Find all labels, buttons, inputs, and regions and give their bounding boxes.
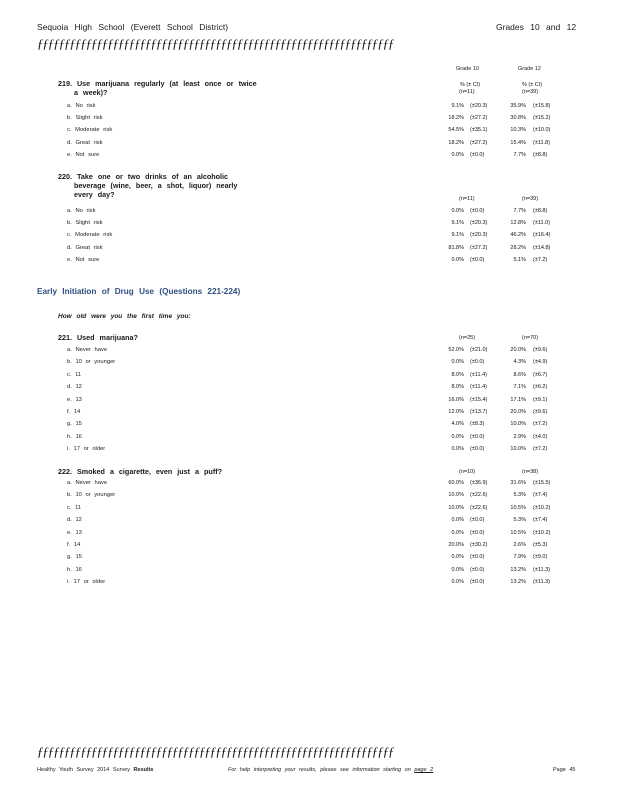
ci-grade10: (±13.7) [470, 409, 488, 415]
ci-grade10: (±0.0) [470, 517, 485, 524]
ci-grade10: (±0.0) [470, 433, 485, 440]
n-grade12: (n=38) [522, 469, 539, 475]
header-rule: ƒƒƒƒƒƒƒƒƒƒƒƒƒƒƒƒƒƒƒƒƒƒƒƒƒƒƒƒƒƒƒƒƒƒƒƒƒƒƒƒƒƒƒƒƒƒƒƒƒƒƒƒƒƒƒƒƒƒƒƒƒƒƒƒƒƒ [37, 36, 394, 51]
pct-grade12: 5.3% [513, 517, 526, 524]
response-option: e. 13 [67, 529, 82, 536]
pct-grade10: 0.0% [451, 529, 464, 536]
response-option: h. 16 [67, 566, 82, 573]
pct-grade12: 28.2% [510, 244, 526, 251]
n-grade10: (n=11) [459, 196, 475, 202]
ci-grade12: (±6.7) [533, 371, 548, 378]
pct-grade12: 4.3% [513, 359, 526, 366]
ci-grade12: (±7.2) [533, 446, 548, 453]
question-text: every day? [74, 190, 115, 199]
pct-grade12: 31.6% [510, 480, 526, 486]
response-option: d. Great risk [67, 139, 103, 146]
n-grade12: (n=39) [522, 196, 539, 202]
response-option: b. Slight risk [67, 220, 103, 227]
ci-grade12: (±11.0) [533, 220, 550, 227]
ci-grade10: (±21.0) [470, 347, 488, 353]
pct-grade10: 18.2% [448, 139, 464, 146]
pct-grade10: 4.0% [451, 421, 464, 428]
ci-grade12: (±8.8) [533, 208, 548, 214]
pct-grade12: 10.5% [510, 529, 526, 536]
question-text: 221. Used marijuana? [58, 333, 138, 342]
response-option: a. Never have [67, 480, 108, 486]
ci-grade12: (±10.2) [533, 504, 551, 511]
pct-grade12: 17.1% [510, 396, 526, 403]
ci-grade12: (±9.6) [533, 409, 548, 415]
ci-grade12: (±8.8) [533, 151, 548, 158]
response-option: a. No risk [67, 208, 96, 214]
ci-grade12: (±11.3) [533, 566, 550, 573]
page-number: Page 45 [553, 767, 576, 773]
pct-grade12: 5.1% [513, 256, 526, 263]
col-grade10: Grade 10 [456, 66, 479, 72]
pct-grade10: 9.1% [451, 103, 464, 109]
question-text: a week)? [74, 88, 108, 97]
ci-grade12: (±11.8) [533, 139, 550, 146]
question-text: 219. Use marijuana regularly (at least once or twice [58, 79, 257, 88]
pct-grade12: 7.1% [513, 384, 526, 391]
ci-grade12: (±7.4) [533, 492, 548, 499]
pct-grade10: 52.0% [448, 347, 464, 353]
ci-grade10: (±0.0) [470, 566, 485, 573]
pct-grade10: 16.0% [448, 396, 464, 403]
n-grade10: (n=10) [459, 469, 476, 475]
school-header: Sequoia High School (Everett School District) [37, 22, 229, 32]
response-option: e. Not sure [67, 151, 100, 158]
ci-grade12: (±4.9) [533, 359, 548, 366]
n-grade12: (n=70) [522, 335, 539, 341]
ci-grade10: (±27.2) [470, 139, 488, 146]
footer-help-text: For help interpreting your results, please see information starting on [228, 767, 411, 773]
pct-grade10: 9.1% [451, 220, 464, 227]
pct-grade10: 0.0% [451, 208, 464, 214]
pct-grade12: 8.6% [513, 371, 526, 378]
pct-grade10: 0.0% [451, 579, 464, 586]
pct-grade10: 0.0% [451, 446, 464, 453]
ci-grade10: (±0.0) [470, 359, 485, 366]
response-option: a. Never have [67, 347, 108, 353]
response-option: e. Not sure [67, 256, 100, 263]
response-option: b. 10 or younger [67, 492, 116, 499]
pct-grade12: 2.9% [513, 433, 526, 440]
pct-grade10: 9.1% [451, 232, 464, 239]
pct-grade10: 18.2% [448, 115, 464, 122]
footer-results: Results [133, 767, 154, 773]
footer-left [37, 767, 153, 773]
response-option: i. 17 or older [67, 579, 106, 586]
question-text: 222. Smoked a cigarette, even just a puff? [58, 467, 222, 476]
response-option: f. 14 [67, 409, 81, 415]
pct-grade12: 13.2% [510, 566, 526, 573]
ci-grade10: (±20.3) [470, 103, 488, 109]
section-title: Early Initiation of Drug Use (Questions 221-224) [37, 287, 241, 296]
ci-grade12: (±10.2) [533, 529, 551, 536]
footer-rule: ƒƒƒƒƒƒƒƒƒƒƒƒƒƒƒƒƒƒƒƒƒƒƒƒƒƒƒƒƒƒƒƒƒƒƒƒƒƒƒƒƒƒƒƒƒƒƒƒƒƒƒƒƒƒƒƒƒƒƒƒƒƒƒƒƒƒ [37, 744, 394, 759]
response-option: d. 12 [67, 517, 82, 524]
pct-grade10: 0.0% [451, 359, 464, 366]
pct-grade12: 46.2% [510, 232, 526, 239]
response-option: f. 14 [67, 542, 81, 548]
ci-grade10: (±30.2) [470, 542, 488, 548]
question-text: 220. Take one or two drinks of an alcoholic [58, 172, 229, 181]
ci-grade10: (±15.4) [470, 396, 488, 403]
footer-help [228, 767, 433, 773]
pct-grade12: 10.0% [510, 446, 526, 453]
pct-grade12: 20.0% [510, 409, 526, 415]
ci-grade10: (±0.0) [470, 208, 485, 214]
ci-grade12: (±16.4) [533, 232, 551, 239]
footer-page-link[interactable]: page 2 [414, 767, 434, 773]
ci-grade12: (±9.6) [533, 347, 548, 353]
ci-grade10: (±20.3) [470, 232, 488, 239]
pct-grade12: 30.8% [510, 115, 526, 122]
ci-grade10: (±0.0) [470, 579, 485, 586]
ci-grade10: (±0.0) [470, 529, 485, 536]
pct-grade10: 0.0% [451, 566, 464, 573]
response-option: g. 15 [67, 421, 82, 428]
response-option: g. 15 [67, 554, 82, 561]
n-grade10: (n=25) [459, 335, 476, 341]
pct-grade10: 0.0% [451, 517, 464, 524]
ci-grade10: (±8.3) [470, 421, 485, 428]
pct-grade12: 7.9% [513, 554, 526, 561]
ci-grade12: (±9.1) [533, 396, 548, 403]
grades-header: Grades 10 and 12 [496, 22, 577, 32]
pct-grade10: 8.0% [451, 371, 464, 378]
ci-grade10: (±27.2) [470, 244, 488, 251]
pct-grade10: 60.0% [448, 480, 464, 486]
ci-grade10: (±20.3) [470, 220, 488, 227]
ci-grade10: (±22.6) [470, 504, 488, 511]
pct-grade10: 0.0% [451, 256, 464, 263]
ci-grade10: (±22.6) [470, 492, 488, 499]
ci-grade10: (±35.1) [470, 127, 488, 134]
pct-grade12: 10.3% [510, 127, 526, 134]
pct-ci-label-grade12: % (± CI) [522, 82, 543, 88]
pct-grade10: 12.0% [448, 409, 464, 415]
pct-grade10: 0.0% [451, 554, 464, 561]
pct-ci-label-grade10: % (± CI) [460, 82, 481, 88]
ci-grade12: (±14.8) [533, 244, 551, 251]
response-option: h. 16 [67, 433, 82, 440]
n-grade12: (n=39) [522, 89, 539, 95]
ci-grade10: (±0.0) [470, 151, 485, 158]
col-grade12: Grade 12 [518, 66, 541, 72]
pct-grade12: 10.0% [510, 421, 526, 428]
response-option: c. Moderate risk [67, 127, 113, 134]
ci-grade12: (±11.3) [533, 579, 550, 586]
pct-grade10: 0.0% [451, 433, 464, 440]
ci-grade10: (±11.4) [470, 371, 487, 378]
ci-grade12: (±6.2) [533, 384, 548, 391]
response-option: e. 13 [67, 396, 82, 403]
response-option: c. 11 [67, 371, 82, 378]
ci-grade10: (±0.0) [470, 256, 485, 263]
ci-grade12: (±7.2) [533, 421, 548, 428]
pct-grade10: 10.0% [448, 504, 464, 511]
ci-grade12: (±9.0) [533, 554, 548, 561]
response-option: d. 12 [67, 384, 82, 391]
response-option: i. 17 or older [67, 446, 106, 453]
response-option: b. 10 or younger [67, 359, 116, 366]
ci-grade12: (±15.2) [533, 115, 551, 122]
pct-grade10: 8.0% [451, 384, 464, 391]
ci-grade10: (±36.9) [470, 480, 488, 486]
pct-grade12: 35.9% [510, 103, 526, 109]
pct-grade12: 13.2% [510, 579, 526, 586]
pct-grade10: 20.0% [448, 542, 464, 548]
pct-grade10: 81.8% [448, 244, 464, 251]
pct-grade12: 7.7% [513, 208, 526, 214]
pct-grade10: 54.5% [448, 127, 464, 134]
section-subtitle: How old were you the first time you: [58, 313, 191, 320]
ci-grade12: (±15.8) [533, 103, 551, 109]
response-option: d. Great risk [67, 244, 103, 251]
ci-grade12: (±5.3) [533, 542, 548, 548]
footer-survey-name: Healthy Youth Survey 2014 Survey [37, 767, 131, 773]
pct-grade12: 12.8% [510, 220, 526, 227]
response-option: c. Moderate risk [67, 232, 113, 239]
ci-grade10: (±11.4) [470, 384, 487, 391]
response-option: b. Slight risk [67, 115, 103, 122]
pct-grade12: 7.7% [513, 151, 526, 158]
ci-grade12: (±4.0) [533, 433, 548, 440]
ci-grade12: (±15.5) [533, 480, 551, 486]
pct-grade10: 10.0% [448, 492, 464, 499]
response-option: c. 11 [67, 504, 82, 511]
pct-grade10: 0.0% [451, 151, 464, 158]
response-option: a. No risk [67, 103, 96, 109]
ci-grade10: (±0.0) [470, 554, 485, 561]
ci-grade12: (±10.0) [533, 127, 551, 134]
ci-grade12: (±7.4) [533, 517, 548, 524]
pct-grade12: 10.5% [510, 504, 526, 511]
ci-grade10: (±0.0) [470, 446, 485, 453]
ci-grade12: (±7.2) [533, 256, 548, 263]
pct-grade12: 5.3% [513, 492, 526, 499]
pct-grade12: 20.0% [510, 347, 526, 353]
n-grade10: (n=11) [459, 89, 475, 95]
pct-grade12: 15.4% [510, 139, 526, 146]
pct-grade12: 2.6% [513, 542, 526, 548]
question-text: beverage (wine, beer, a shot, liquor) nearly [74, 181, 238, 190]
ci-grade10: (±27.2) [470, 115, 488, 122]
